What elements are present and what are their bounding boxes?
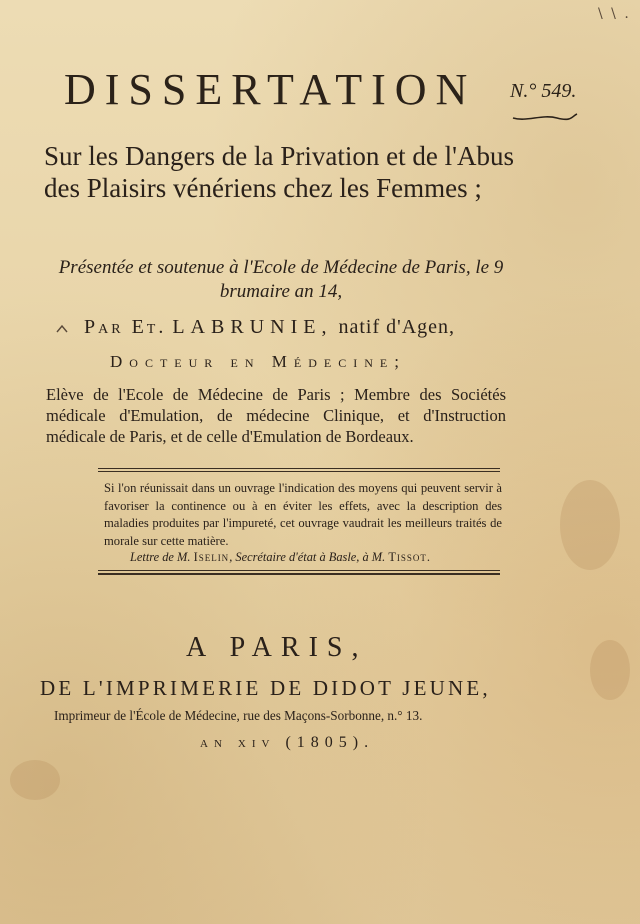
flourish-icon	[512, 112, 578, 122]
imprint-printer: DE L'IMPRIMERIE DE DIDOT JEUNE,	[40, 676, 491, 700]
subtitle: Sur les Dangers de la Privation et de l'Abus des Plaisirs vénériens chez les Femmes ;	[44, 141, 514, 203]
ornament-icon	[56, 324, 68, 334]
epigraph-text: Si l'on réunissait dans un ouvrage l'indication des moyens qui peuvent servir à favoriser la continence ou à en éviter les effets, avec la description des maladies produites par l'impureté, cet ouvrage vaudrait les meilleurs traités de morale sur cette matière.	[104, 481, 502, 548]
epigraph-source-name: Iselin	[193, 550, 230, 564]
author-degree: Docteur en Médecine;	[110, 352, 406, 371]
epigraph-source-recipient: Tissot.	[388, 550, 431, 564]
imprint-city: A PARIS,	[186, 632, 368, 663]
presentation-note: Présentée et soutenue à l'Ecole de Médecine de Paris, le 9 brumaire an 14,	[58, 257, 504, 302]
page-title: DISSERTATION	[64, 65, 477, 114]
imprint-address: Imprimeur de l'École de Médecine, rue des Maçons-Sorbonne, n.° 13.	[54, 708, 423, 723]
author-line	[84, 316, 455, 339]
paper-stain	[10, 760, 60, 800]
paper-stain	[560, 480, 620, 570]
paper-stain	[590, 640, 630, 700]
epigraph-source-middle: , Secrétaire d'état à Basle, à M.	[229, 550, 386, 564]
divider	[98, 570, 500, 571]
epigraph-source	[130, 550, 431, 565]
catalog-number: N.° 549.	[510, 80, 577, 102]
divider	[98, 573, 500, 575]
divider	[98, 468, 500, 469]
author-name: LABRUNIE,	[172, 316, 333, 338]
author-affiliations: Elève de l'Ecole de Médecine de Paris ; Membre des Sociétés médicale d'Emulation, de médecine Clinique, et d'Instruction médicale de Paris, et de celle d'Emulation de Bordeaux.	[46, 385, 506, 446]
imprint-year: an xiv (1805).	[200, 734, 375, 751]
divider	[98, 471, 500, 472]
epigraph-source-prefix: Lettre de M.	[130, 550, 191, 564]
author-prefix: Par Et.	[84, 316, 167, 338]
corner-mark: \ \ .	[598, 6, 631, 22]
author-origin: natif d'Agen,	[338, 316, 456, 338]
